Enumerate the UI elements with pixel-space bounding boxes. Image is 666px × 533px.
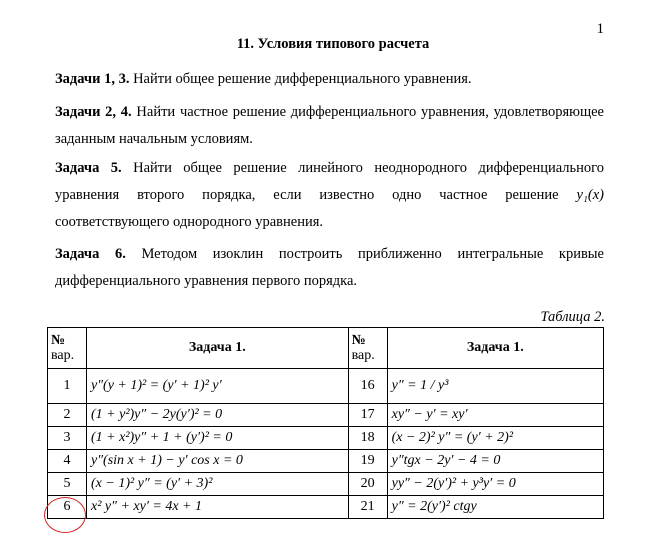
task-text: уравнения второго порядка, если известно одно частное решение	[55, 187, 559, 203]
number-sign: №	[51, 333, 66, 348]
table-row	[48, 496, 604, 519]
equation: yy″ − 2(y′)² + y³y′ = 0	[387, 473, 603, 496]
variant-number: 17	[348, 404, 387, 427]
table-row	[48, 427, 604, 450]
variant-header	[48, 328, 87, 369]
page-title: 11. Условия типового расчета	[236, 36, 430, 52]
equation: (1 + x²)y″ + 1 + (y′)² = 0	[87, 427, 349, 450]
equation: xy″ − y′ = xy′	[387, 404, 603, 427]
equation: y″ = 1 / y³	[387, 369, 603, 404]
task-1-3	[55, 66, 604, 93]
task-5	[55, 155, 604, 236]
table-row	[48, 473, 604, 496]
variant-number: 2	[48, 404, 87, 427]
variant-number: 18	[348, 427, 387, 450]
variant-number: 1	[48, 369, 87, 404]
task-text: заданным начальным условиям.	[55, 131, 253, 147]
tasks-table	[47, 327, 604, 519]
table-row	[48, 369, 604, 404]
table-row	[48, 450, 604, 473]
equation: x² y″ + xy′ = 4x + 1	[87, 496, 349, 519]
task-header: Задача 1.	[387, 328, 603, 369]
equation: (x − 2)² y″ = (y′ + 2)²	[387, 427, 603, 450]
equation: (1 + y²)y″ − 2y(y′)² = 0	[87, 404, 349, 427]
particular-solution-formula: y₁(x)	[576, 187, 605, 203]
task-label: Задача 5.	[55, 160, 122, 176]
task-text: соответствующего однородного уравнения.	[55, 214, 324, 230]
task-label: Задачи 2, 4.	[55, 104, 132, 120]
variant-number: 6	[48, 496, 87, 519]
table-header-row	[48, 328, 604, 369]
task-text: Найти частное решение дифференциального уравнения, удовлетворяющее	[131, 104, 604, 120]
task-label: Задачи 1, 3.	[55, 71, 130, 87]
page-number: 1	[596, 21, 604, 37]
variant-number: 16	[348, 369, 387, 404]
variant-number: 20	[348, 473, 387, 496]
variant-abbr: вар.	[51, 348, 75, 363]
task-6	[55, 241, 604, 295]
task-2-4	[55, 99, 604, 153]
table-row	[48, 404, 604, 427]
equation: y″ = 2(y′)² ctgy	[387, 496, 603, 519]
variant-header	[348, 328, 387, 369]
task-text: Методом изоклин построить приближенно интегральные кривые	[125, 246, 604, 262]
equation: y″(sin x + 1) − y′ cos x = 0	[87, 450, 349, 473]
variant-number: 4	[48, 450, 87, 473]
task-header: Задача 1.	[87, 328, 349, 369]
task-text: Найти общее решение линейного неоднородного дифференциального	[121, 160, 604, 176]
task-text: дифференциального уравнения первого порядка.	[55, 273, 358, 289]
variant-number: 21	[348, 496, 387, 519]
variant-number: 3	[48, 427, 87, 450]
number-sign: №	[351, 333, 366, 348]
equation: (x − 1)² y″ = (y′ + 3)²	[87, 473, 349, 496]
equation: y″(y + 1)² = (y′ + 1)² y′	[87, 369, 349, 404]
task-text: Найти общее решение дифференциального уравнения.	[129, 71, 472, 87]
equation: y″tgx − 2y′ − 4 = 0	[387, 450, 603, 473]
table-caption: Таблица 2.	[540, 309, 605, 325]
variant-abbr: вар.	[351, 348, 375, 363]
task-label: Задача 6.	[55, 246, 126, 262]
variant-number: 19	[348, 450, 387, 473]
variant-number: 5	[48, 473, 87, 496]
